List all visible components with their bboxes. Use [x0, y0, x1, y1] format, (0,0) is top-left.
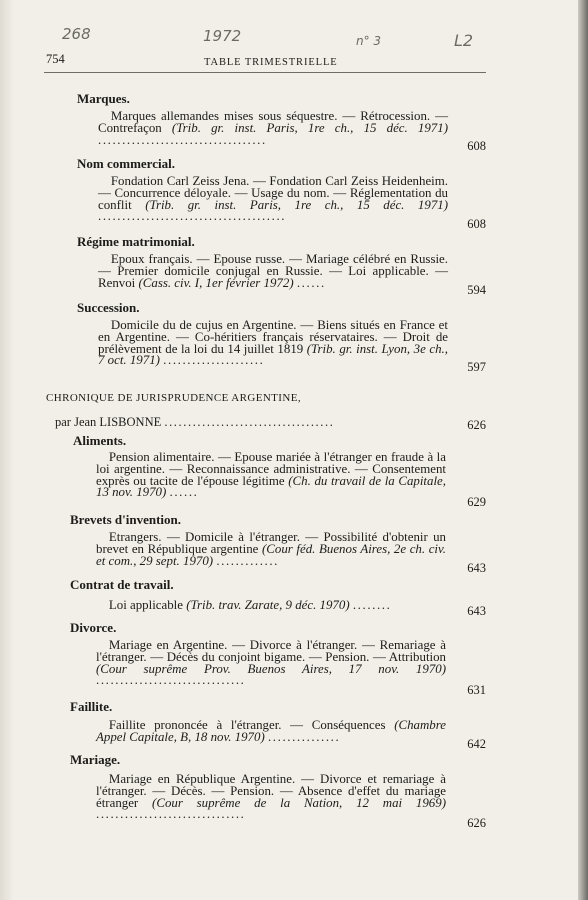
- entry-citation: (Trib. gr. inst. Lyon, 3e ch., 7 oct. 1971): [98, 341, 448, 368]
- entry-summary: Epoux français. — Epouse russe. — Mariage célébré en Russie. — Premier domicile conjugal en Russie. — Loi applicable. — Renvoi: [98, 252, 448, 290]
- entry-citation: (Chambre Appel Capitale, B, 18 nov. 1970): [96, 718, 446, 744]
- section-heading: Mariage.: [70, 752, 121, 767]
- section-heading: Nom commercial.: [77, 156, 175, 171]
- section-heading: Faillite.: [70, 699, 113, 714]
- entry-summary: Marques allemandes mises sous séquestre. — Rétrocession. — Contrefaçon: [98, 109, 448, 135]
- page-number: 754: [46, 52, 65, 66]
- entry-text: Etrangers. — Domicile à l'étranger. — Possibilité d'obtenir un brevet en République argentine (Cour féd. Buenos Aires, 2e ch. civ. et com., 29 sept. 1970) .............: [96, 530, 446, 568]
- entry-summary: Fondation Carl Zeiss Jena. — Fondation Carl Zeiss Heidenheim. — Concurrence déloyale. — Usage du nom. — Réglementation du conflit: [98, 174, 448, 212]
- entry-summary: Etrangers. — Domicile à l'étranger. — Possibilité d'obtenir un brevet en République argentine: [96, 530, 446, 556]
- entry-summary: Pension alimentaire. — Epouse mariée à l'étranger en fraude à la loi argentine. — Reconnaissance administrative. — Consentement exprès ou tacite de l'épouse légitime: [96, 450, 446, 488]
- section-heading: Aliments.: [73, 433, 127, 448]
- page-edge: [578, 0, 588, 900]
- header-rule: [44, 72, 486, 73]
- section-heading: Régime matrimonial.: [77, 234, 195, 249]
- page-ref: 631: [467, 683, 486, 697]
- entry-text: Domicile du de cujus en Argentine. — Biens situés en France et en Argentine. — Co-héritiers français réservataires. — Droit de prélèvement de la loi du 14 juillet 1819 (Trib. gr. inst. Lyon, 3e ch., 7 oct. 1971) .....................: [98, 318, 448, 368]
- entry-summary: Loi applicable: [108, 598, 183, 612]
- page-ref: 629: [467, 495, 486, 509]
- entry-citation: (Cass. civ. I, 1er février 1972): [138, 275, 294, 290]
- page-ref: 594: [467, 283, 486, 297]
- handwritten-note: n° 3: [356, 34, 382, 48]
- entry-summary: Faillite prononcée à l'étranger. — Conséquences: [108, 718, 386, 732]
- entry-text: Epoux français. — Epouse russe. — Mariage célébré en Russie. — Premier domicile conjugal en Russie. — Loi applicable. — Renvoi (Cass. civ. I, 1er février 1972) ......: [98, 252, 448, 290]
- page-ref: 642: [467, 737, 486, 751]
- entry-text: Marques allemandes mises sous séquestre. — Rétrocession. — Contrefaçon (Trib. gr. inst. Paris, 1re ch., 15 déc. 1971) ...................................: [98, 109, 448, 147]
- page-ref: 643: [467, 561, 486, 575]
- running-title: TABLE TRIMESTRIELLE: [204, 57, 338, 68]
- page-ref: 626: [467, 418, 486, 432]
- entry-citation: (Trib. gr. inst. Paris, 1re ch., 15 déc. 1971): [145, 197, 448, 212]
- entry-text: Faillite prononcée à l'étranger. — Conséquences (Chambre Appel Capitale, B, 18 nov. 1970) ...............: [96, 718, 446, 744]
- section-heading: Marques.: [77, 91, 130, 106]
- chronicle-author: par Jean LISBONNE ....................................: [55, 415, 335, 429]
- page-ref: 597: [467, 360, 486, 374]
- section-heading: Divorce.: [70, 620, 117, 635]
- entry-summary: Mariage en République Argentine. — Divorce et remariage à l'étranger. — Décès. — Pension. — Absence d'effet du mariage étranger: [96, 772, 446, 810]
- entry-citation: (Ch. du travail de la Capitale, 13 nov. 1970): [96, 473, 446, 500]
- entry-summary: Domicile du de cujus en Argentine. — Biens situés en France et en Argentine. — Co-héritiers français réservataires. — Droit de prélèvement de la loi du 14 juillet 1819: [98, 318, 448, 356]
- entry-citation: (Cour féd. Buenos Aires, 2e ch. civ. et com., 29 sept. 1970): [96, 541, 446, 568]
- entry-summary: Mariage en Argentine. — Divorce à l'étranger. — Remariage à l'étranger. — Décès du conjoint bigame. — Pension. — Attribution: [96, 638, 446, 664]
- section-heading: Succession.: [77, 300, 140, 315]
- handwritten-note: 1972: [203, 27, 242, 45]
- section-heading: Brevets d'invention.: [70, 512, 181, 527]
- handwritten-note: L2: [454, 31, 474, 50]
- entry-text: Loi applicable (Trib. trav. Zarate, 9 déc. 1970) ........: [108, 598, 392, 612]
- page-ref: 643: [467, 604, 486, 618]
- page-ref: 608: [467, 217, 486, 231]
- entry-citation: (Cour suprême de la Nation, 12 mai 1969): [152, 795, 446, 810]
- entry-citation: (Trib. trav. Zarate, 9 déc. 1970): [186, 598, 350, 612]
- page-ref: 608: [467, 139, 486, 153]
- entry-text: Pension alimentaire. — Epouse mariée à l'étranger en fraude à la loi argentine. — Reconnaissance administrative. — Consentement exprès ou tacite de l'épouse légitime (Ch. du travail de la Capitale, 13 nov. 1970) ......: [96, 450, 446, 500]
- page-ref: 626: [467, 816, 486, 830]
- entry-text: Fondation Carl Zeiss Jena. — Fondation Carl Zeiss Heidenheim. — Concurrence déloyale. — Usage du nom. — Réglementation du conflit (Trib. gr. inst. Paris, 1re ch., 15 déc. 1971) .......................................: [98, 174, 448, 224]
- entry-citation: (Cour suprême Prov. Buenos Aires, 17 nov. 1970): [96, 661, 446, 676]
- entry-citation: (Trib. gr. inst. Paris, 1re ch., 15 déc. 1971): [171, 120, 448, 135]
- binding-shadow: [0, 0, 14, 900]
- section-heading: Contrat de travail.: [70, 577, 174, 592]
- chronicle-title: CHRONIQUE DE JURISPRUDENCE ARGENTINE,: [46, 392, 301, 404]
- handwritten-note: 268: [62, 25, 91, 43]
- entry-text: Mariage en Argentine. — Divorce à l'étranger. — Remariage à l'étranger. — Décès du conjoint bigame. — Pension. — Attribution (Cour suprême Prov. Buenos Aires, 17 nov. 1970) ...............................: [96, 638, 446, 688]
- entry-text: Mariage en République Argentine. — Divorce et remariage à l'étranger. — Décès. — Pension. — Absence d'effet du mariage étranger (Cour suprême de la Nation, 12 mai 1969) ...............................: [96, 772, 446, 822]
